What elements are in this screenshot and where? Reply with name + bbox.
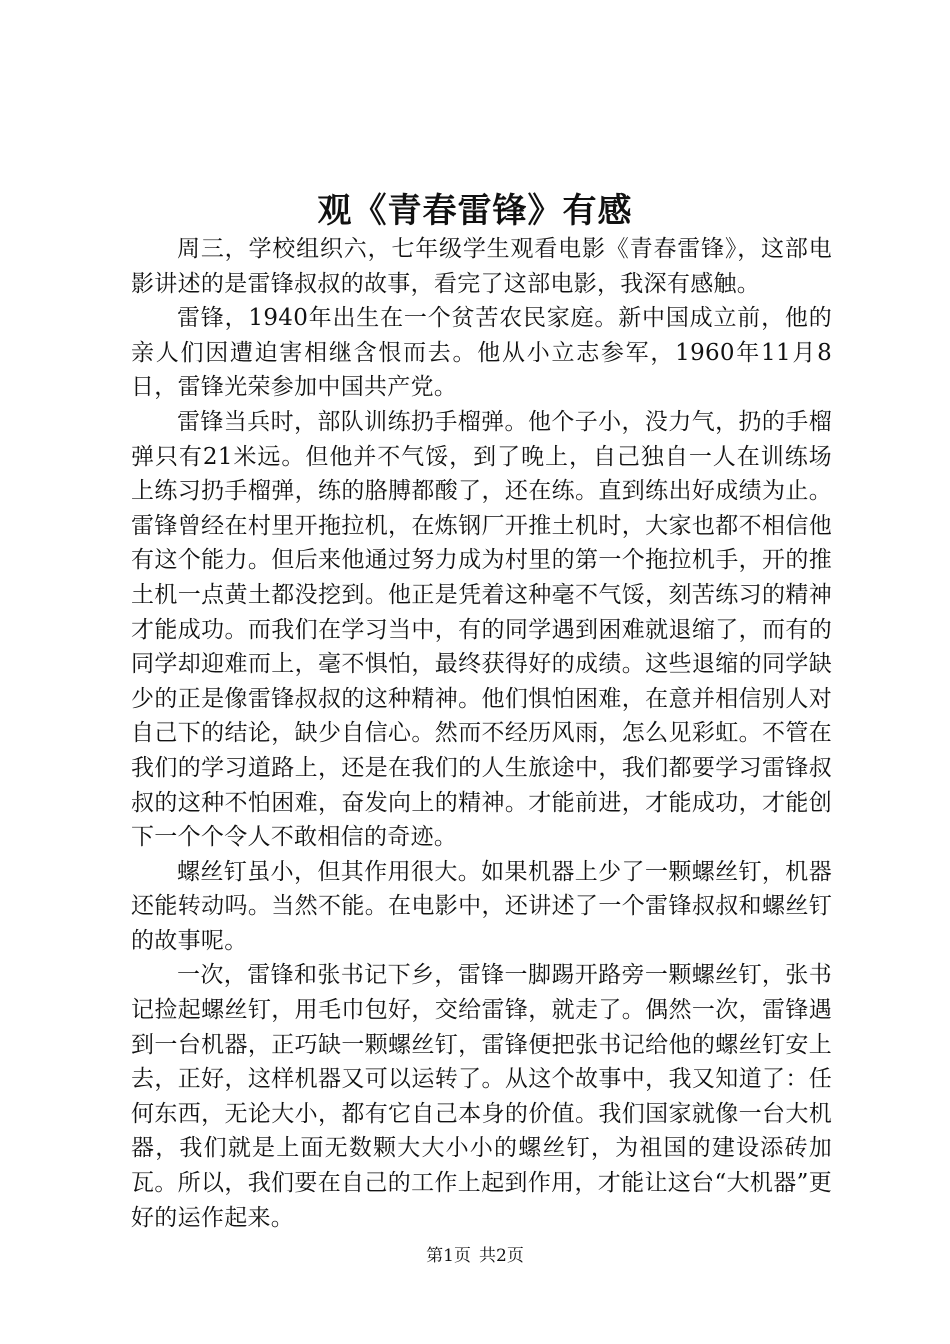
page-footer	[0, 1244, 950, 1268]
document-title: 观《青春雷锋》有感	[317, 191, 633, 231]
paragraph-4: 螺丝钉虽小，但其作用很大。如果机器上少了一颗螺丝钉，机器还能转动吗。当然不能。在电影中，还讲述了一个雷锋叔叔和螺丝钉的故事呢。	[131, 858, 832, 954]
page-total: 共2页	[479, 1246, 524, 1266]
paragraph-3: 雷锋当兵时，部队训练扔手榴弹。他个子小，没力气，扔的手榴弹只有21米远。但他并不气馁，到了晚上，自己独自一人在训练场上练习扔手榴弹，练的胳膊都酸了，还在练。直到练出好成绩为止。雷锋曾经在村里开拖拉机，在炼钢厂开推土机时，大家也都不相信他有这个能力。但后来他通过努力成为村里的第一个拖拉机手，开的推土机一点黄土都没挖到。他正是凭着这种毫不气馁，刻苦练习的精神才能成功。而我们在学习当中，有的同学遇到困难就退缩了，而有的同学却迎难而上，毫不惧怕，最终获得好的成绩。这些退缩的同学缺少的正是像雷锋叔叔的这种精神。他们惧怕困难，在意并相信别人对自己下的结论，缺少自信心。然而不经历风雨，怎么见彩虹。不管在我们的学习道路上，还是在我们的人生旅途中，我们都要学习雷锋叔叔的这种不怕困难，奋发向上的精神。才能前进，才能成功，才能创下一个个令人不敢相信的奇迹。	[131, 408, 832, 851]
document-body	[131, 232, 832, 1235]
paragraph-1: 周三，学校组织六，七年级学生观看电影《青春雷锋》，这部电影讲述的是雷锋叔叔的故事，看完了这部电影，我深有感触。	[131, 236, 832, 297]
paragraph-5: 一次，雷锋和张书记下乡，雷锋一脚踢开路旁一颗螺丝钉，张书记捡起螺丝钉，用毛巾包好，交给雷锋，就走了。偶然一次，雷锋遇到一台机器，正巧缺一颗螺丝钉，雷锋便把张书记给他的螺丝钉安上去，正好，这样机器又可以运转了。从这个故事中，我又知道了：任何东西，无论大小，都有它自己本身的价值。我们国家就像一台大机器，我们就是上面无数颗大大小小的螺丝钉，为祖国的建设添砖加瓦。所以，我们要在自己的工作上起到作用，才能让这台“大机器”更好的运作起来。	[131, 962, 832, 1231]
paragraph-2: 雷锋，1940年出生在一个贫苦农民家庭。新中国成立前，他的亲人们因遭迫害相继含恨而去。他从小立志参军，1960年11月8日，雷锋光荣参加中国共产党。	[131, 305, 832, 401]
page-number: 第1页	[426, 1246, 471, 1266]
